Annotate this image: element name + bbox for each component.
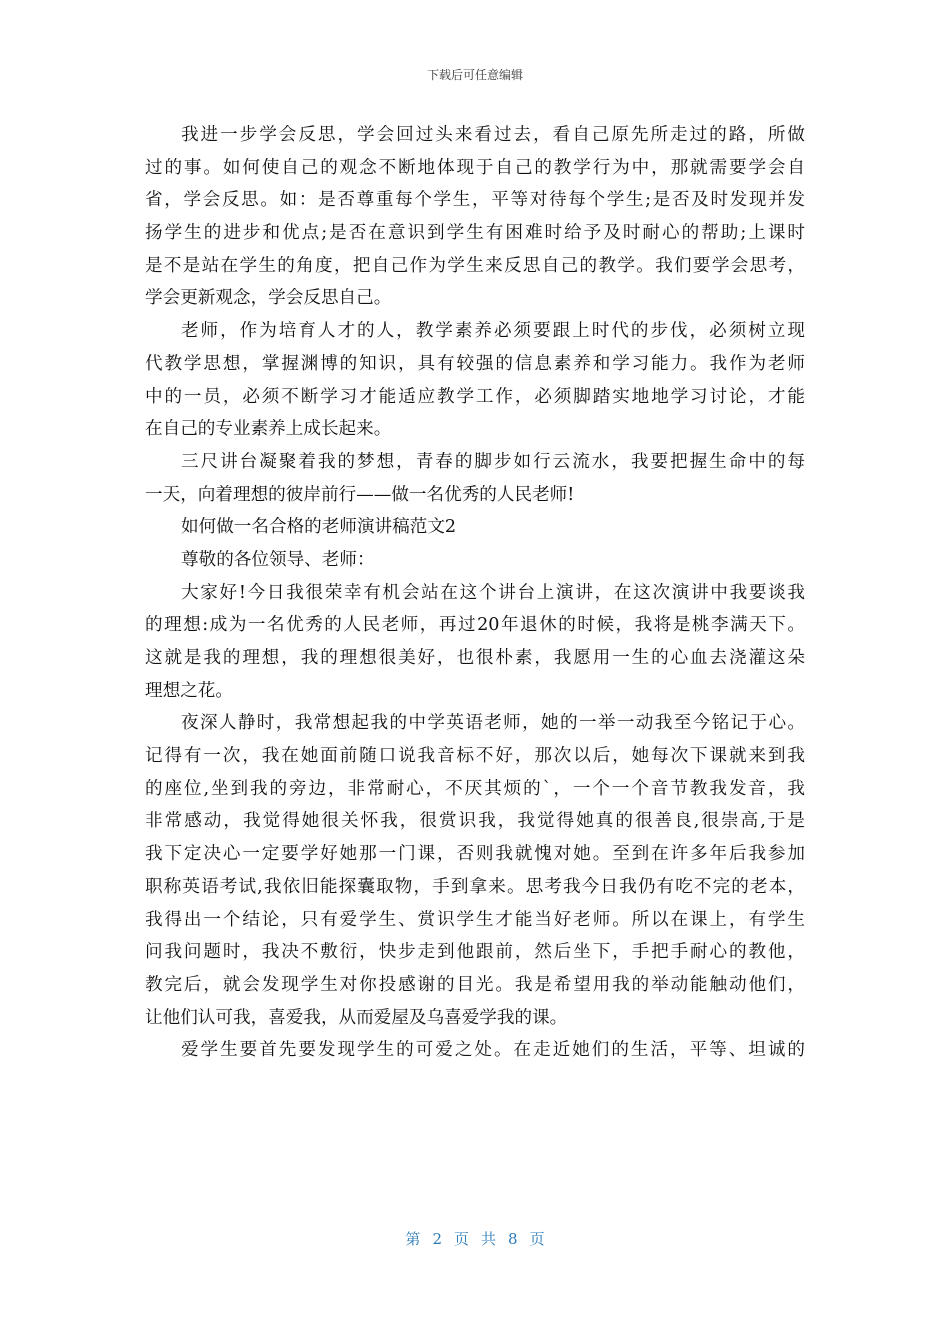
text-line: 非常感动，我觉得她很关怀我，很赏识我，我觉得她真的很善良,很崇高,于是 bbox=[145, 811, 805, 832]
text-line: 记得有一次，我在她面前随口说我音标不好，那次以后，她每次下课就来到我 bbox=[145, 746, 805, 767]
salutation: 尊敬的各位领导、老师： bbox=[181, 549, 375, 570]
text-line: 老师，作为培育人才的人，教学素养必须要跟上时代的步伐，必须树立现 bbox=[181, 321, 805, 342]
text-line: 大家好!今日我很荣幸有机会站在这个讲台上演讲，在这次演讲中我要谈我 bbox=[181, 582, 805, 603]
section-title: 如何做一名合格的老师演讲稿范文2 bbox=[181, 517, 457, 538]
text-line: 中的一员，必须不断学习才能适应教学工作，必须脚踏实地地学习讨论，才能 bbox=[145, 386, 805, 407]
page-header: 下载后可任意编辑 bbox=[426, 68, 523, 82]
text-line: 这就是我的理想，我的理想很美好，也很朴素，我愿用一生的心血去浇灌这朵 bbox=[145, 648, 805, 668]
text-line: 理想之花。 bbox=[145, 680, 233, 701]
text-line: 扬学生的进步和优点;是否在意识到学生有困难时给予及时耐心的帮助;上课时 bbox=[145, 223, 805, 244]
text-line: 在自己的专业素养上成长起来。 bbox=[145, 419, 392, 440]
footer-total-number: 8 bbox=[508, 1230, 518, 1248]
footer-total-unit: 页 bbox=[529, 1230, 545, 1248]
text-line: 省，学会反思。如：是否尊重每个学生，平等对待每个学生;是否及时发现并发 bbox=[145, 190, 805, 211]
text-line: 我得出一个结论，只有爱学生、赏识学生才能当好老师。所以在课上，有学生 bbox=[145, 909, 805, 930]
text-line: 我下定决心一定要学好她那一门课，否则我就愧对她。至到在许多年后我参加 bbox=[145, 844, 805, 865]
footer-total-word: 共 bbox=[481, 1230, 497, 1248]
text-line: 教完后，就会发现学生对你投感谢的目光。我是希望用我的举动能触动他们， bbox=[145, 974, 805, 995]
text-line: 夜深人静时，我常想起我的中学英语老师，她的一举一动我至今铭记于心。 bbox=[181, 713, 805, 734]
text-line: 三尺讲台凝聚着我的梦想，青春的脚步如行云流水，我要把握生命中的每 bbox=[181, 451, 805, 472]
text-line: 学会更新观念，学会反思自己。 bbox=[145, 288, 392, 309]
document-body bbox=[145, 119, 805, 1067]
footer-page-word: 第 bbox=[405, 1230, 421, 1248]
page-footer bbox=[0, 1228, 950, 1249]
text-line: 的理想:成为一名优秀的人民老师，再过20年退休的时候，我将是桃李满天下。 bbox=[145, 615, 805, 636]
text-line: 一天，向着理想的彼岸前行——做一名优秀的人民老师! bbox=[145, 484, 575, 505]
text-line: 的座位,坐到我的旁边，非常耐心，不厌其烦的`，一个一个音节教我发音，我 bbox=[145, 778, 805, 799]
text-line: 过的事。如何使自己的观念不断地体现于自己的教学行为中，那就需要学会自 bbox=[145, 157, 805, 178]
footer-page-unit: 页 bbox=[453, 1230, 469, 1248]
text-line: 让他们认可我，喜爱我，从而爱屋及乌喜爱学我的课。 bbox=[145, 1007, 568, 1028]
footer-page-number: 2 bbox=[432, 1230, 442, 1248]
text-line: 是不是站在学生的角度，把自己作为学生来反思自己的教学。我们要学会思考， bbox=[145, 255, 805, 276]
text-line: 问我问题时，我决不敷衍，快步走到他跟前，然后坐下，手把手耐心的教他， bbox=[145, 942, 805, 963]
text-line: 职称英语考试,我依旧能探囊取物，手到拿来。思考我今日我仍有吃不完的老本， bbox=[145, 876, 805, 897]
text-line: 爱学生要首先要发现学生的可爱之处。在走近她们的生活，平等、坦诚的 bbox=[181, 1040, 805, 1061]
text-line: 我进一步学会反思，学会回过头来看过去，看自己原先所走过的路，所做 bbox=[181, 125, 805, 145]
text-line: 代教学思想，掌握渊博的知识，具有较强的信息素养和学习能力。我作为老师 bbox=[145, 353, 805, 374]
